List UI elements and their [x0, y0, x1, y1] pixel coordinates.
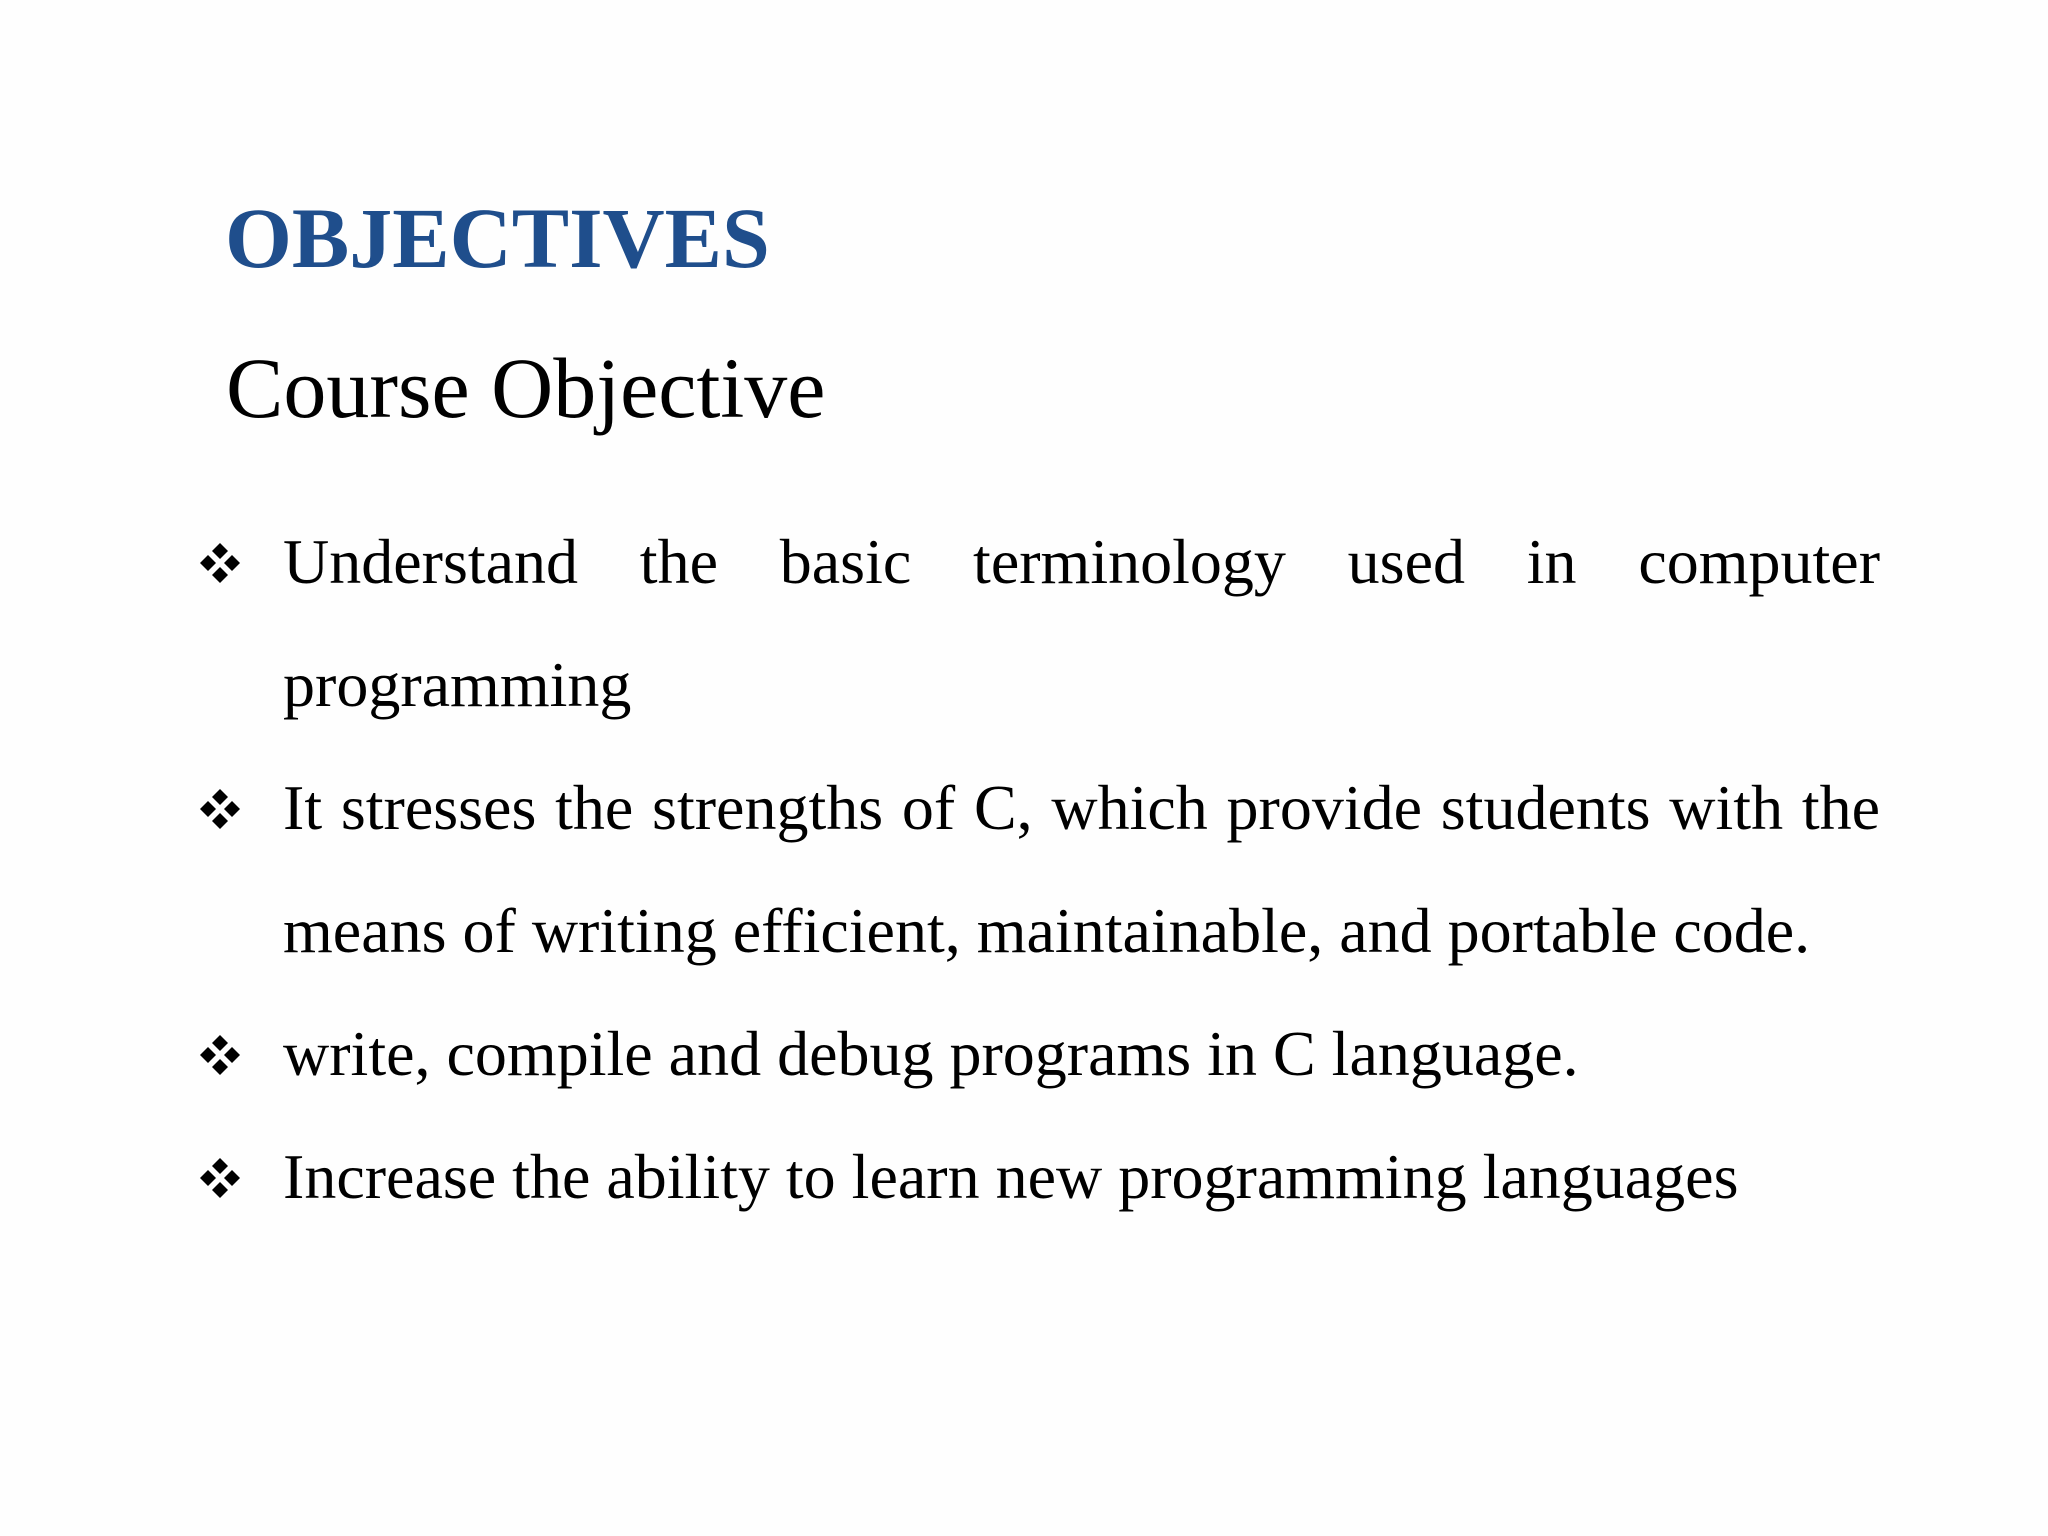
four-diamond-bullet-icon	[198, 541, 242, 585]
objectives-list	[190, 500, 1880, 1238]
slide-heading: OBJECTIVES	[225, 190, 770, 286]
objective-item	[190, 1115, 1880, 1238]
course-objective-subheading: Course Objective	[226, 340, 826, 436]
four-diamond-bullet-icon	[198, 1156, 242, 1200]
four-diamond-bullet-icon	[198, 1033, 242, 1077]
four-diamond-bullet-icon	[198, 787, 242, 831]
objective-text: Increase the ability to learn new programming languages	[283, 1141, 1739, 1212]
objective-text: Understand the basic terminology used in computer programming	[283, 526, 1880, 720]
objective-item	[190, 992, 1880, 1115]
objective-text: write, compile and debug programs in C language.	[283, 1018, 1579, 1089]
objective-text: It stresses the strengths of C, which provide students with the means of writing efficient, maintainable, and portable code.	[283, 772, 1880, 966]
objective-item	[190, 500, 1880, 746]
objective-item	[190, 746, 1880, 992]
